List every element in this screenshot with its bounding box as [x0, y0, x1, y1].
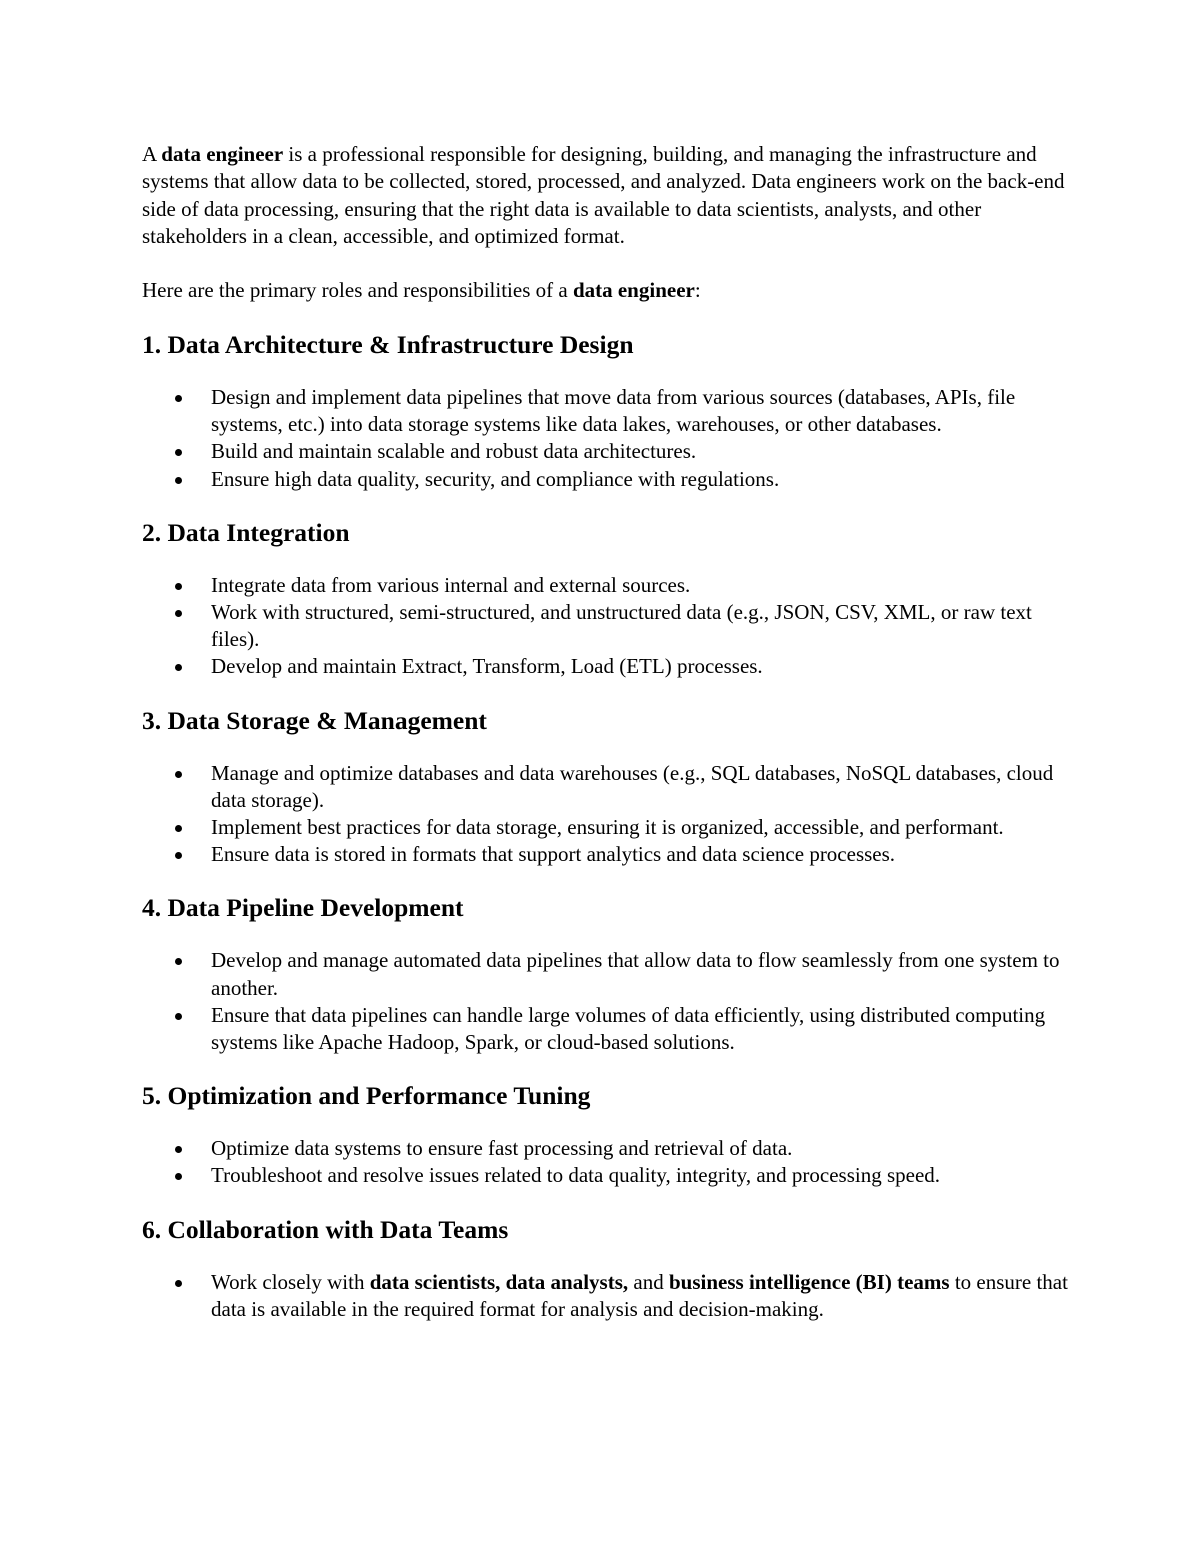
document-page: [142, 141, 1072, 1348]
list-item: Work with structured, semi-structured, and unstructured data (e.g., JSON, CSV, XML, or raw text files).: [142, 599, 1072, 653]
list-item: Ensure data is stored in formats that support analytics and data science processes.: [142, 841, 1072, 868]
list-item: Manage and optimize databases and data warehouses (e.g., SQL databases, NoSQL databases, cloud data storage).: [142, 760, 1072, 814]
bullet-icon: [175, 958, 182, 965]
bullet-icon: [175, 1013, 182, 1020]
bullet-icon: [175, 395, 182, 402]
bullet-icon: [175, 449, 182, 456]
bullet-icon: [175, 1280, 182, 1287]
bullet-icon: [175, 477, 182, 484]
bullet-list-integration: [142, 572, 1072, 681]
bullet-icon: [175, 825, 182, 832]
data-engineer-term: data engineer: [572, 277, 695, 302]
bullet-icon: [175, 1146, 182, 1153]
list-item: Develop and manage automated data pipelines that allow data to flow seamlessly from one system to another.: [142, 947, 1072, 1001]
section-heading-integration: 2. Data Integration: [142, 517, 350, 547]
list-item: Optimize data systems to ensure fast processing and retrieval of data.: [142, 1135, 1072, 1162]
bullet-icon: [175, 1173, 182, 1180]
section-heading-storage: 3. Data Storage & Management: [142, 705, 487, 735]
bullet-list-storage: [142, 760, 1072, 869]
list-item: Design and implement data pipelines that move data from various sources (databases, APIs, file systems, etc.) into data storage systems like data lakes, warehouses, or other databases.: [142, 384, 1072, 438]
section-heading-optimization: 5. Optimization and Performance Tuning: [142, 1081, 591, 1111]
bullet-icon: [175, 664, 182, 671]
bullet-icon: [175, 610, 182, 617]
data-engineer-term: data engineer: [161, 142, 284, 166]
list-item: Implement best practices for data storage, ensuring it is organized, accessible, and performant.: [142, 814, 1072, 841]
list-item: Build and maintain scalable and robust data architectures.: [142, 438, 1072, 465]
section-heading-architecture: 1. Data Architecture & Infrastructure Design: [142, 330, 634, 360]
bullet-icon: [175, 583, 182, 590]
bullet-list-collaboration: [142, 1269, 1072, 1323]
list-item: Ensure high data quality, security, and compliance with regulations.: [142, 466, 1072, 493]
intro-paragraph: A data engineer is a professional responsible for designing, building, and managing the infrastructure and systems that allow data to be collected, stored, processed, and analyzed. Data engineers work on the back-end side of data processing, ensuring that the right data is available to data scientists, analysts, and other stakeholders in a clean, accessible, and optimized format.: [142, 142, 1065, 249]
list-item: Work closely with data scientists, data analysts, and business intelligence (BI) teams to ensure that data is available in the required format for analysis and decision-making.: [142, 1269, 1072, 1323]
bullet-list-optimization: [142, 1135, 1072, 1189]
section-heading-pipeline: 4. Data Pipeline Development: [142, 893, 464, 923]
section-heading-collaboration: 6. Collaboration with Data Teams: [142, 1214, 509, 1244]
bullet-icon: [175, 852, 182, 859]
list-item: Develop and maintain Extract, Transform, Load (ETL) processes.: [142, 653, 1072, 680]
list-item: Ensure that data pipelines can handle large volumes of data efficiently, using distributed computing systems like Apache Hadoop, Spark, or cloud-based solutions.: [142, 1002, 1072, 1056]
roles-intro-paragraph: Here are the primary roles and responsibilities of a data engineer:: [142, 277, 701, 302]
bullet-list-pipeline: [142, 947, 1072, 1056]
list-item: Troubleshoot and resolve issues related to data quality, integrity, and processing speed.: [142, 1162, 1072, 1189]
bullet-icon: [175, 771, 182, 778]
bullet-list-architecture: [142, 384, 1072, 493]
list-item: Integrate data from various internal and external sources.: [142, 572, 1072, 599]
